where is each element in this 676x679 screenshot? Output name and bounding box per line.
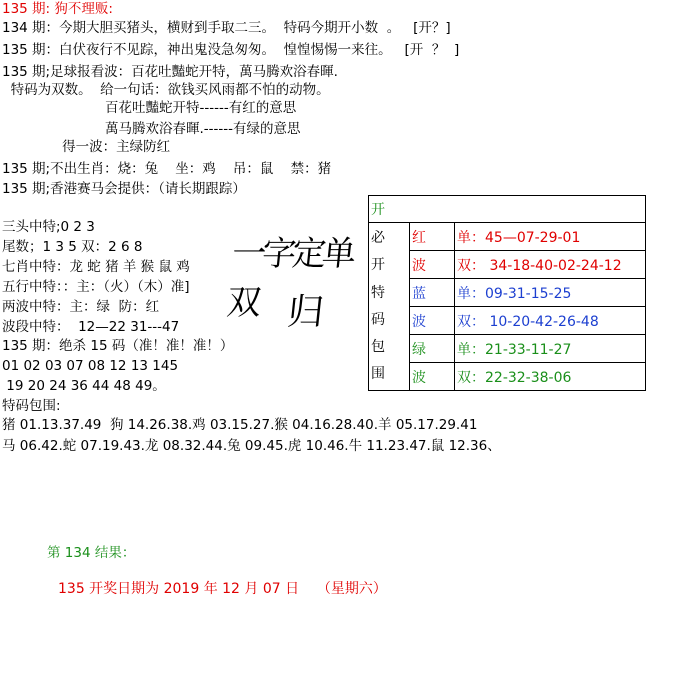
parity-label: 单：: [457, 229, 485, 246]
side-label-char: 包: [371, 339, 385, 356]
numbers: 10-20-42-26-48: [485, 313, 599, 330]
table-row: [369, 363, 646, 391]
numbers: 34-18-40-02-24-12: [485, 257, 622, 274]
special-code-table: [368, 195, 646, 391]
numbers: 21-33-11-27: [485, 341, 572, 358]
table-row: [369, 223, 646, 251]
text-line: 135 期;不出生肖：烧：兔 坐：鸡 吊：鼠 禁：猪: [2, 161, 332, 177]
wave-label: 波: [410, 251, 455, 279]
text-line: 波段中特： 12—22 31---47: [2, 319, 180, 335]
text-line: 猪 01.13.37.49 狗 14.26.38.鸡 03.15.27.猴 04.16.28.40.羊 05.17.29.41: [2, 417, 478, 433]
handwritten-stamp: [224, 226, 360, 336]
text-line: 134 期：今期大胆买猪头，横财到手取二三。 特码今期开小数 。 [开？]: [2, 20, 451, 36]
side-label-char: 围: [371, 366, 385, 383]
text-line: 五行中特：：主：（火）（木）准]: [2, 279, 190, 295]
wave-label: 波: [410, 363, 455, 391]
wave-label: 绿: [410, 335, 455, 363]
text-line: 百花吐豔蛇开特------有红的意思: [2, 100, 297, 116]
table-row: [369, 279, 646, 307]
side-label-char: 必: [371, 230, 385, 246]
table-row: [369, 307, 646, 335]
text-line: 特码包围:: [2, 398, 61, 414]
number-cell: [455, 335, 646, 363]
draw-date: 135 开奖日期为 2019 年 12 月 07 日 （星期六）: [58, 581, 387, 597]
text-line: 135 期：白伏夜行不见踪，神出鬼没急匆匆。 惶惶惕惕一来往。 [开 ？ ]: [2, 42, 460, 58]
number-cell: [455, 251, 646, 279]
text-line: 19 20 24 36 44 48 49。: [2, 378, 166, 394]
numbers: 22-32-38-06: [485, 369, 572, 386]
number-cell: [455, 363, 646, 391]
text-line: 01 02 03 07 08 12 13 145: [2, 358, 179, 374]
wave-label: 蓝: [410, 279, 455, 307]
stamp-line-2: 归: [285, 292, 326, 333]
text-line: 三头中特;0 2 3: [2, 219, 95, 235]
text-line: 135 期：绝杀 15 码（准！准！准！）: [2, 338, 234, 354]
numbers: 45—07-29-01: [485, 229, 581, 246]
text-line: 两波中特：主：绿 防：红: [2, 299, 160, 315]
text-line: 七肖中特：龙 蛇 猪 羊 猴 鼠 鸡: [2, 259, 190, 275]
number-cell: [455, 223, 646, 251]
text-line: 得一波：主绿防红: [2, 139, 171, 155]
side-label-char: 开: [371, 257, 385, 274]
numbers: 09-31-15-25: [485, 285, 572, 302]
text-line: 马 06.42.蛇 07.19.43.龙 08.32.44.兔 09.45.虎 10.46.牛 11.23.47.鼠 12.36、: [2, 438, 501, 454]
parity-label: 双：: [457, 257, 485, 274]
side-label-char: 特: [371, 284, 385, 301]
parity-label: 双：: [457, 369, 485, 386]
stamp-line-1: 一字定单双: [224, 234, 355, 323]
side-label-char: 码: [371, 311, 385, 328]
text-line: 135 期;香港赛马会提供：（请长期跟踪）: [2, 181, 246, 197]
text-line: 萬马腾欢浴春暉.------有绿的意思: [2, 121, 301, 137]
text-line: 尾数；1 3 5 双：2 6 8: [2, 239, 143, 255]
parity-label: 双：: [457, 313, 485, 330]
wave-label: 红: [410, 223, 455, 251]
wave-label: 波: [410, 307, 455, 335]
table-header: 开: [369, 196, 646, 223]
parity-label: 单：: [457, 341, 485, 358]
parity-label: 单：: [457, 285, 485, 302]
side-label: [369, 223, 410, 391]
number-cell: [455, 307, 646, 335]
text-line: 135 期;足球报看波：百花吐豔蛇开特，萬马腾欢浴春暉.: [2, 64, 338, 80]
number-cell: [455, 279, 646, 307]
page-header: 135 期: 狗不理贩:: [2, 1, 113, 17]
table-row: [369, 251, 646, 279]
text-line: 特码为双数。 给一句话：欲钱买风雨都不怕的动物。: [2, 82, 330, 98]
table-row: [369, 335, 646, 363]
result-title: 第 134 结果：: [47, 545, 136, 561]
